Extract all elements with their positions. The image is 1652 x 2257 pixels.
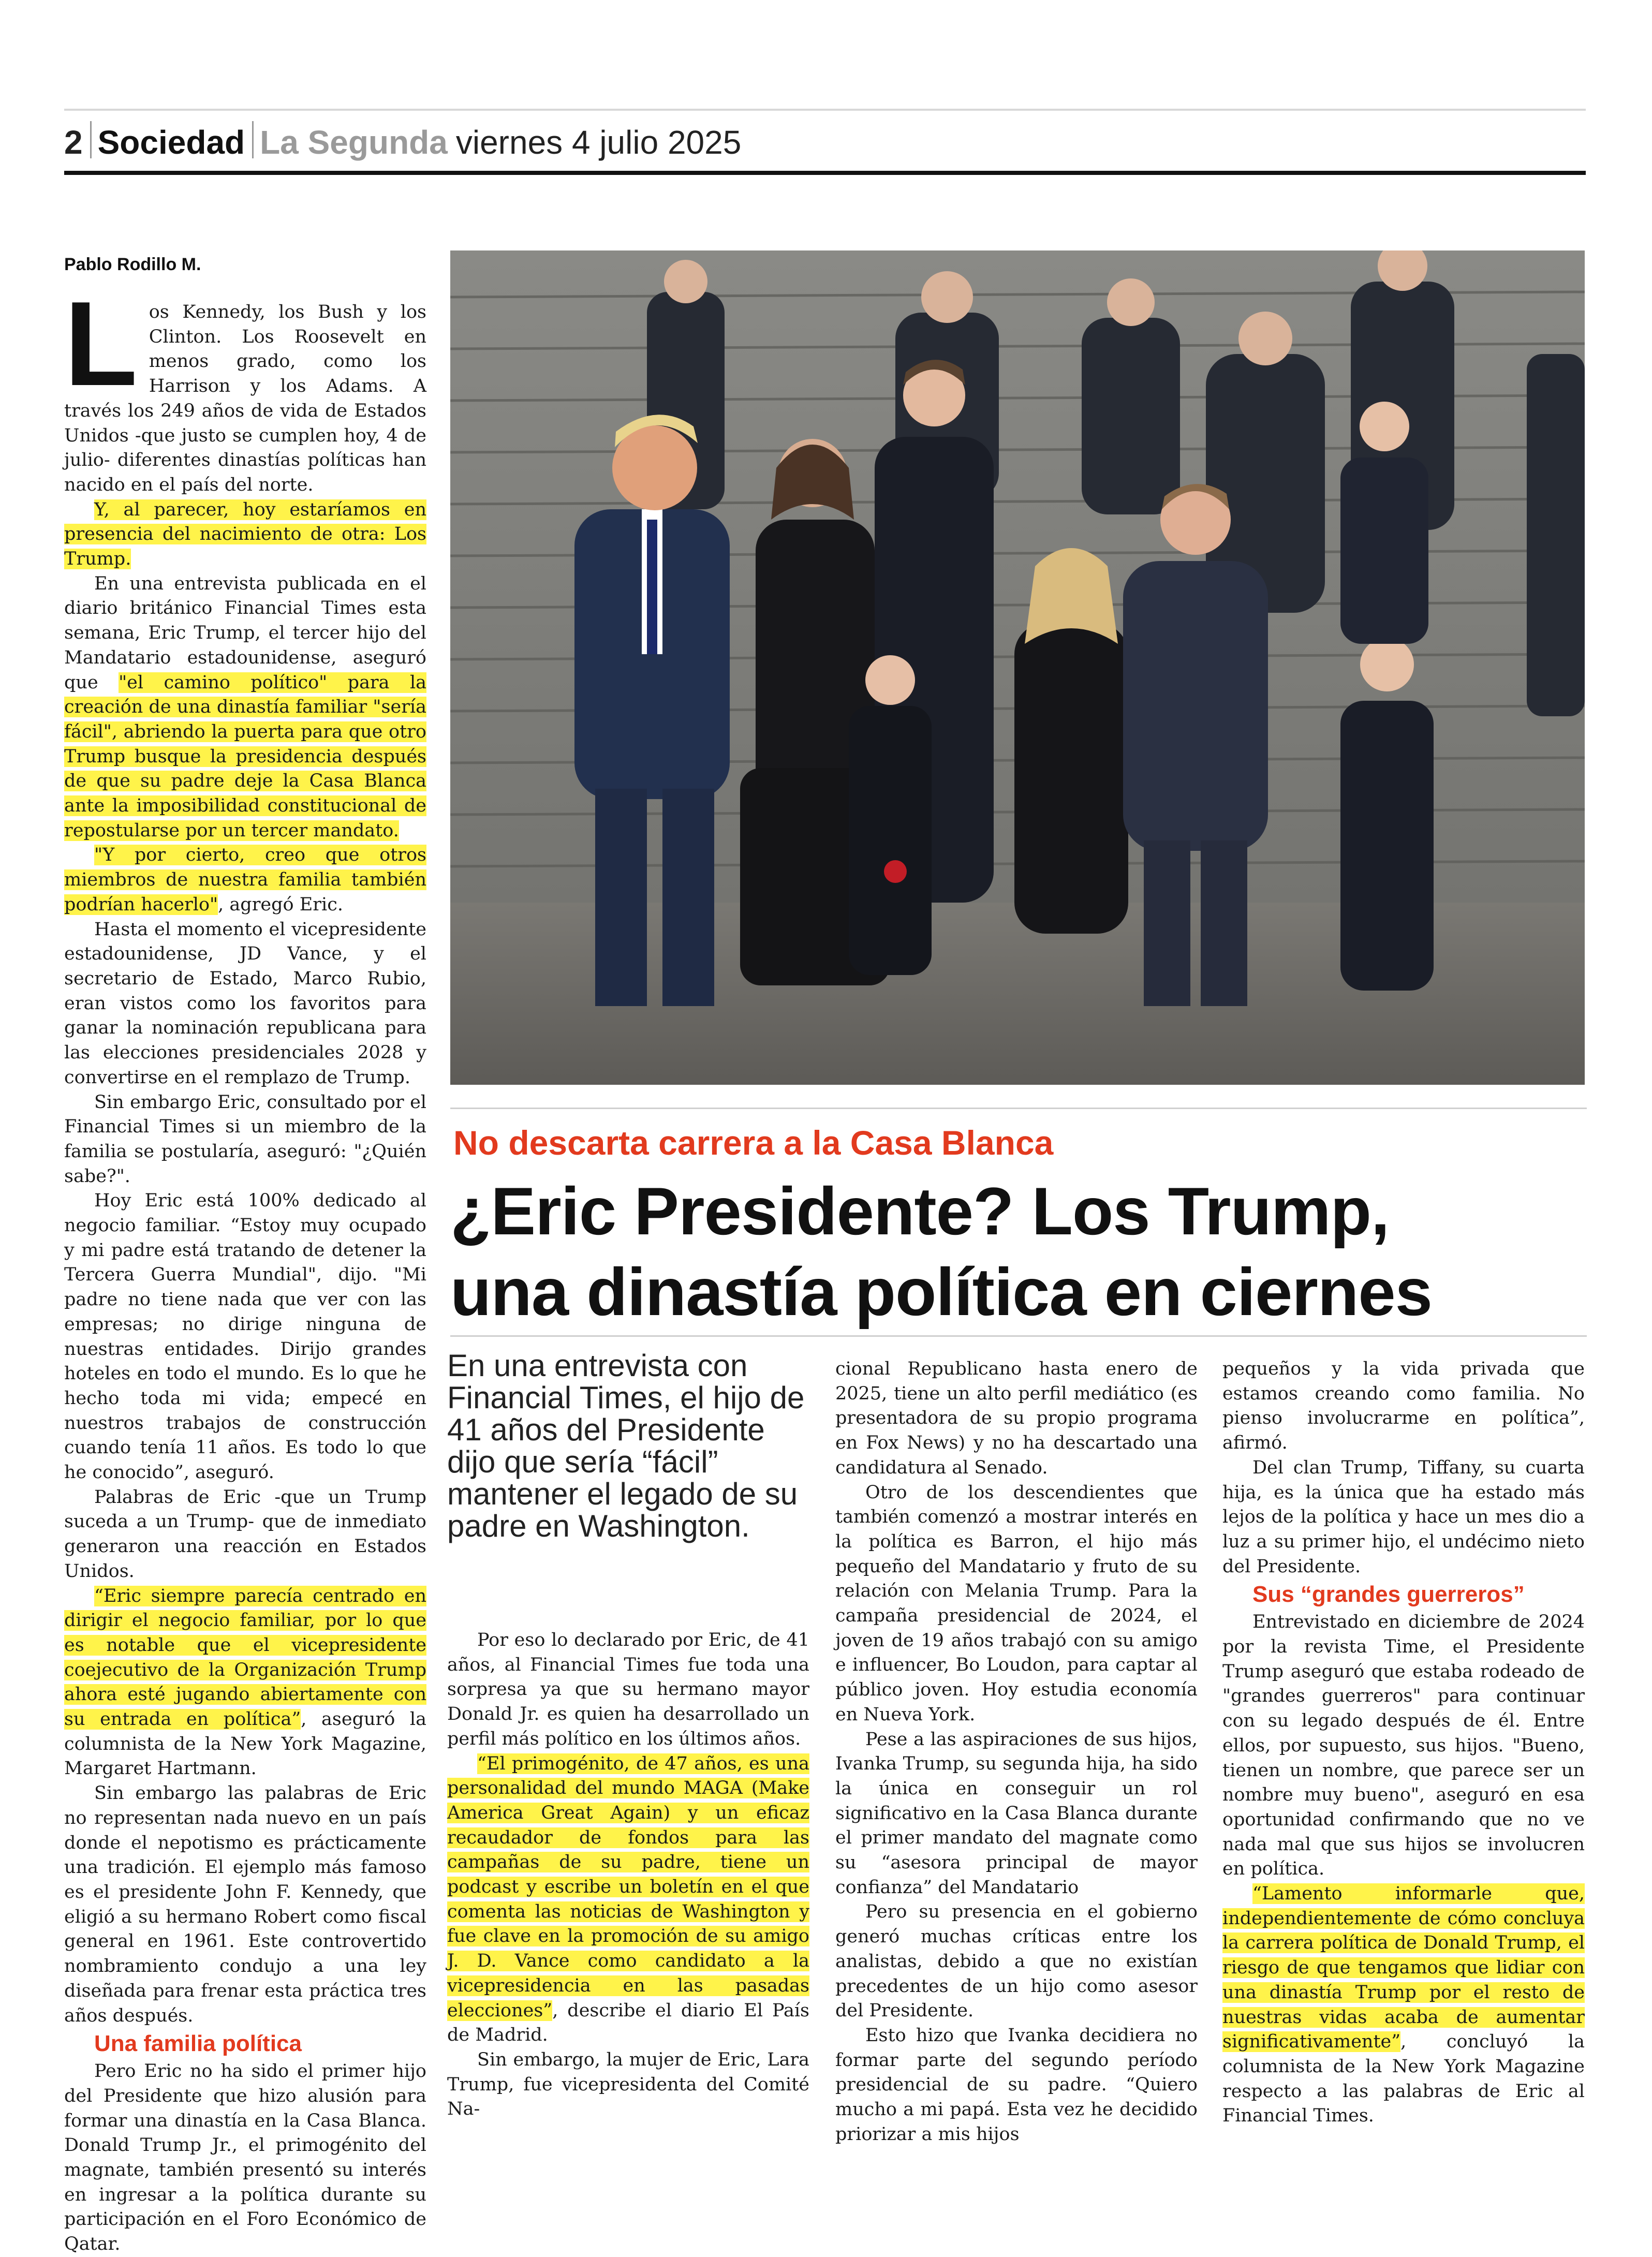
paragraph: cional Republicano hasta enero de 2025, tiene un alto perfil mediático (es presentadora de su propio programa en Fox News) y no ha descartado una candidatura al Senado. — [835, 1359, 1198, 1478]
deck: En una entrevista con Financial Times, el hijo de 41 años del Presidente dijo que sería “fácil” mantener el legado de su padre en Washington. — [447, 1348, 805, 1543]
page-header — [64, 115, 741, 161]
paragraph-text: , agregó Eric. — [218, 894, 343, 915]
subheading: Sus “grandes guerreros” — [1252, 1582, 1525, 1607]
paragraph: Por eso lo declarado por Eric, de 41 años, al Financial Times fue toda una sorpresa ya que su hermano mayor Donald Jr. es quien ha desarrollado un perfil más político en los últimos años. — [447, 1630, 809, 1749]
paragraph: Sin embargo las palabras de Eric no representan nada nuevo en un país donde el nepotismo es prácticamente una tradición. El ejemplo más famoso es el presidente John F. Kennedy, que eligió a su hermano Robert como fiscal general en 1961. Este controvertido nombramiento condujo a una ley diseñada para frenar esta práctica tres años después. — [64, 1783, 426, 2026]
paragraph: pequeños y la vida privada que estamos creando como familia. No pienso involucrarme en política”, afirmó. — [1222, 1359, 1585, 1454]
article-column-3 — [835, 1357, 1198, 2147]
article-column-4 — [1222, 1357, 1585, 2129]
subheading: Una familia política — [94, 2031, 302, 2057]
highlighted-text: “Lamento informarle que, independientemente de cómo concluya la carrera política de Donald Trump, el riesgo de que tengamos que lidiar con una dinastía Trump por el resto de nuestras vidas acaba de aumentar significativamente” — [1222, 1883, 1585, 2053]
header-divider — [252, 121, 254, 158]
paragraph: Hoy Eric está 100% dedicado al negocio familiar. “Estoy muy ocupado y mi padre está tratando de detener la Tercera Guerra Mundial", dijo. "Mi padre no tiene nada que ver con las empresas; no dirige ninguna de nuestras entidades. Dirijo grandes hoteles en todo el mundo. Es lo que he hecho toda mi vida; empecé en nuestros trabajos de construcción cuando tenía 11 años. Es todo lo que he conocido”, aseguró. — [64, 1190, 426, 1483]
title-bottom-rule — [450, 1335, 1587, 1337]
family-photo — [450, 250, 1585, 1085]
newspaper-name: La Segunda — [260, 124, 448, 161]
headline-line: ¿Eric Presidente? Los Trump, — [450, 1173, 1390, 1249]
paragraph: Pese a las aspiraciones de sus hijos, Ivanka Trump, su segunda hija, ha sido la única en conseguir un rol significativo en la Casa Blanca durante el primer mandato del magnate como su “asesora principal de mayor confianza” del Mandatario — [835, 1729, 1198, 1898]
paragraph: Pero su presencia en el gobierno generó muchas críticas entre los analistas, debido a que no existían precedentes de un hijo como asesor del Presidente. — [835, 1901, 1198, 2022]
paragraph: Otro de los descendientes que también comenzó a mostrar interés en la política es Barron, el hijo más pequeño del Mandatario y fruto de su relación con Melania Trump. Para la campaña presidencial de 2024, el joven de 19 años trabajó con su amigo e influencer, Bo Loudon, para captar al público joven. Hoy estudia economía en Nueva York. — [835, 1482, 1198, 1725]
title-top-rule — [450, 1108, 1587, 1109]
section-name: Sociedad — [97, 124, 245, 161]
header-bottom-rule — [64, 171, 1586, 175]
highlighted-text: "el camino político" para la creación de una dinastía familiar "sería fácil", abriendo la puerta para que otro Trump busque la presidencia después de que su padre deje la Casa Blanca ante la imposibilidad constitucional de repostularse por un tercer mandato. — [64, 672, 426, 841]
paragraph: Hasta el momento el vicepresidente estadounidense, JD Vance, y el secretario de Estado, Marco Rubio, eran vistos como los favoritos para ganar la nominación republicana para las elecciones presidenciales 2028 y convertirse en el remplazo de Trump. — [64, 919, 426, 1088]
header-divider — [90, 121, 92, 158]
highlighted-text: “Eric siempre parecía centrado en dirigir el negocio familiar, por lo que es notable que el vicepresidente coejecutivo de la Organización Trump ahora esté jugando abiertamente con su entrada en política” — [64, 1585, 426, 1730]
paragraph: Sin embargo Eric, consultado por el Financial Times si un miembro de la familia se postularía, aseguró: "¿Quién sabe?". — [64, 1091, 426, 1187]
headline — [450, 1171, 1589, 1332]
kicker: No descarta carrera a la Casa Blanca — [453, 1124, 1054, 1162]
paragraph: Esto hizo que Ivanka decidiera no formar parte del segundo período presidencial de su padre. “Quiero mucho a mi papá. Esta vez he decidido priorizar a mis hijos — [835, 2025, 1198, 2145]
paragraph-text: os Kennedy, los Bush y los Clinton. Los Roosevelt en menos grado, como los Harrison y los Adams. A través los 249 años de vida de Estados Unidos -que justo se cumplen hoy, 4 de julio- diferentes dinastías políticas han nacido en el país del norte. — [64, 302, 426, 495]
paragraph — [447, 1752, 809, 2048]
paragraph-text: , concluyó la columnista de la New York Magazine respecto a las palabras de Eric al Financial Times. — [1222, 2031, 1585, 2127]
highlighted-text: “El primogénito, de 47 años, es una personalidad del mundo MAGA (Make America Great Again) y un eficaz recaudador de fondos para las campañas de su padre, tiene un podcast y escribe un boletín en el que comenta las noticias de Washington y fue clave en la promoción de su amigo J. D. Vance como candidato a la vicepresidencia en las pasadas elecciones” — [447, 1753, 809, 2021]
paragraph — [1222, 1882, 1585, 2129]
paragraph: Entrevistado en diciembre de 2024 por la revista Time, el Presidente Trump aseguró que estaba rodeado de "grandes guerreros" para continuar con su legado después de él. Entre ellos, por supuesto, sus hijos. "Bueno, tienen un nombre, que parece ser un nombre muy bueno", aseguró en esa oportunidad confirmando que no ve nada mal que sus hijos se involucren en política. — [1222, 1612, 1585, 1880]
paragraph-text: En una entrevista publicada en el diario británico Financial Times esta semana, Eric Trump, el tercer hijo del Mandatario estadounidense, aseguró que — [64, 573, 426, 693]
paragraph — [64, 843, 426, 917]
paragraph: Palabras de Eric -que un Trump suceda a un Trump- que de inmediato generaron una reacción en Estados Unidos. — [64, 1486, 426, 1582]
photo-illustration — [450, 250, 1585, 1085]
article-column-1 — [64, 277, 426, 2257]
paragraph-text: , aseguró la columnista de la New York Magazine, Margaret Hartmann. — [64, 1709, 426, 1779]
paragraph: Pero Eric no ha sido el primer hijo del Presidente que hizo alusión para formar una dinastía en la Casa Blanca. Donald Trump Jr., el primogénito del magnate, también presentó su interés en ingresar a la política durante su participación en el Foro Económico de Qatar. — [64, 2061, 426, 2255]
paragraph: Sin embargo, la mujer de Eric, Lara Trump, fue vicepresidenta del Comité Na- — [447, 2049, 809, 2120]
paragraph — [64, 498, 426, 572]
paragraph-text: , describe el diario El País de Madrid. — [447, 2000, 809, 2046]
paragraph — [64, 572, 426, 844]
page-number: 2 — [64, 124, 83, 161]
paragraph — [64, 1584, 426, 1782]
headline-line: una dinastía política en ciernes — [450, 1254, 1432, 1330]
byline: Pablo Rodillo M. — [64, 255, 201, 274]
article-column-2 — [447, 1628, 809, 2122]
header-top-rule — [64, 109, 1586, 111]
highlighted-text: Y, al parecer, hoy estaríamos en presencia del nacimiento de otra: Los Trump. — [64, 499, 426, 570]
drop-cap: L — [64, 277, 138, 411]
paragraph: Del clan Trump, Tiffany, su cuarta hija, es la única que ha estado más lejos de la política y hace un mes dio a luz a su primer hijo, el undécimo nieto del Presidente. — [1222, 1457, 1585, 1577]
lead-paragraph — [64, 277, 426, 498]
issue-date: viernes 4 julio 2025 — [455, 124, 742, 161]
highlighted-text: "Y por cierto, creo que otros miembros de nuestra familia también podrían hacerlo" — [64, 845, 426, 915]
